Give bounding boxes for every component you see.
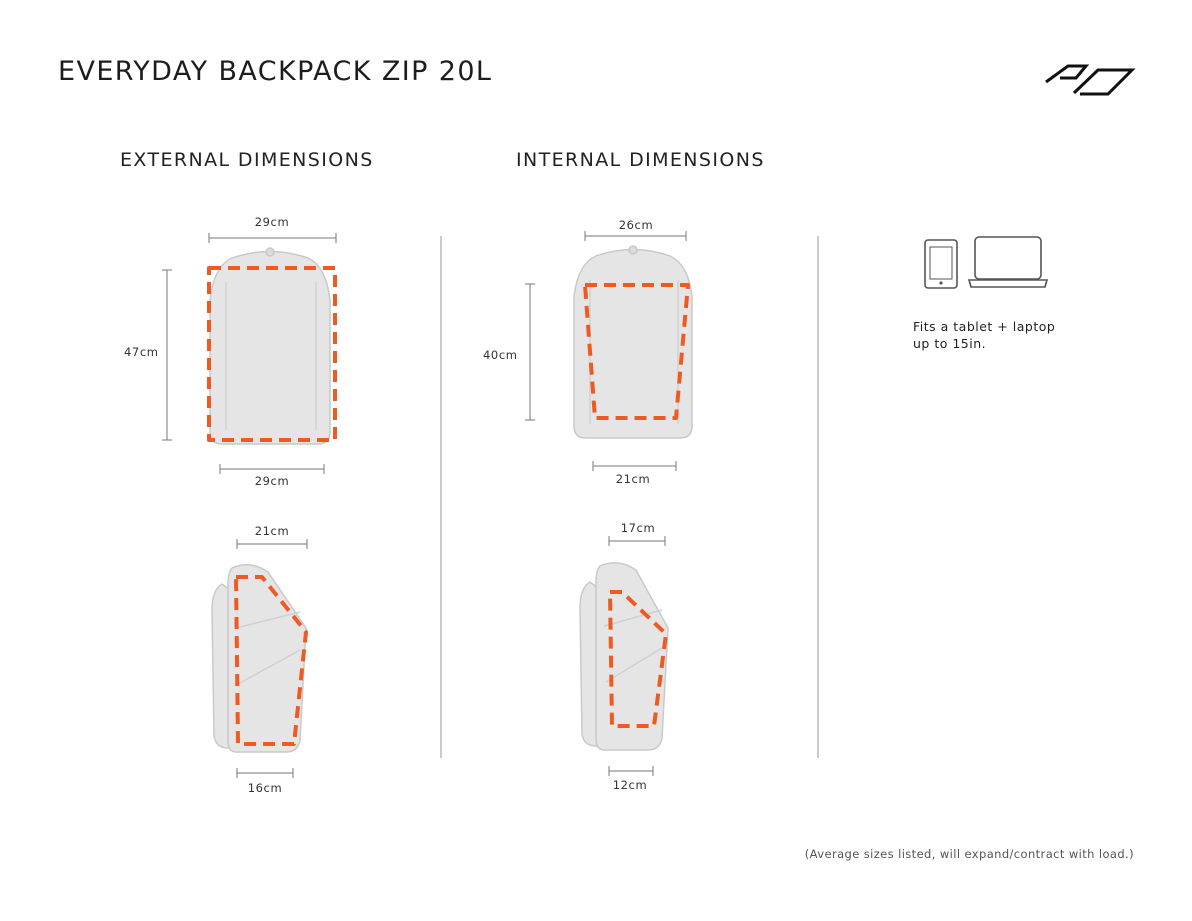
external-dimensions-heading: EXTERNAL DIMENSIONS (120, 149, 374, 171)
int-front-top-width: 26cm (618, 218, 654, 232)
tablet-icon (925, 240, 957, 288)
ext-front-height: 47cm (124, 345, 159, 359)
dimline-int-front-bottom (593, 461, 676, 471)
dimline-ext-front-bottom (220, 464, 324, 474)
dimline-int-side-bottom (609, 766, 653, 776)
external-front-bag (210, 248, 330, 444)
dimline-int-side-top (609, 536, 665, 546)
dimline-int-front-top (585, 231, 686, 241)
fits-line-1: Fits a tablet + laptop (913, 319, 1056, 334)
dimline-ext-side-top (237, 539, 307, 549)
dimline-ext-front-top (209, 233, 336, 243)
internal-front-bag (574, 246, 692, 438)
dimline-ext-front-height (162, 270, 172, 440)
int-front-height: 40cm (483, 348, 518, 362)
external-side-bag (212, 565, 306, 752)
ext-side-bottom-depth: 16cm (247, 781, 283, 795)
ext-front-bottom-width: 29cm (254, 474, 290, 488)
footnote: (Average sizes listed, will expand/contract with load.) (804, 847, 1134, 861)
int-side-top-depth: 17cm (620, 521, 656, 535)
dimline-ext-side-bottom (237, 768, 293, 778)
int-front-bottom-width: 21cm (615, 472, 651, 486)
dimline-int-front-height (525, 284, 535, 420)
int-side-bottom-depth: 12cm (612, 778, 648, 792)
laptop-icon (969, 237, 1047, 287)
fits-line-2: up to 15in. (913, 336, 987, 351)
ext-side-top-depth: 21cm (254, 524, 290, 538)
page-title: EVERYDAY BACKPACK ZIP 20L (58, 56, 493, 87)
ext-front-top-width: 29cm (254, 215, 290, 229)
internal-dimensions-heading: INTERNAL DIMENSIONS (516, 149, 765, 171)
fits-description (913, 318, 1055, 352)
